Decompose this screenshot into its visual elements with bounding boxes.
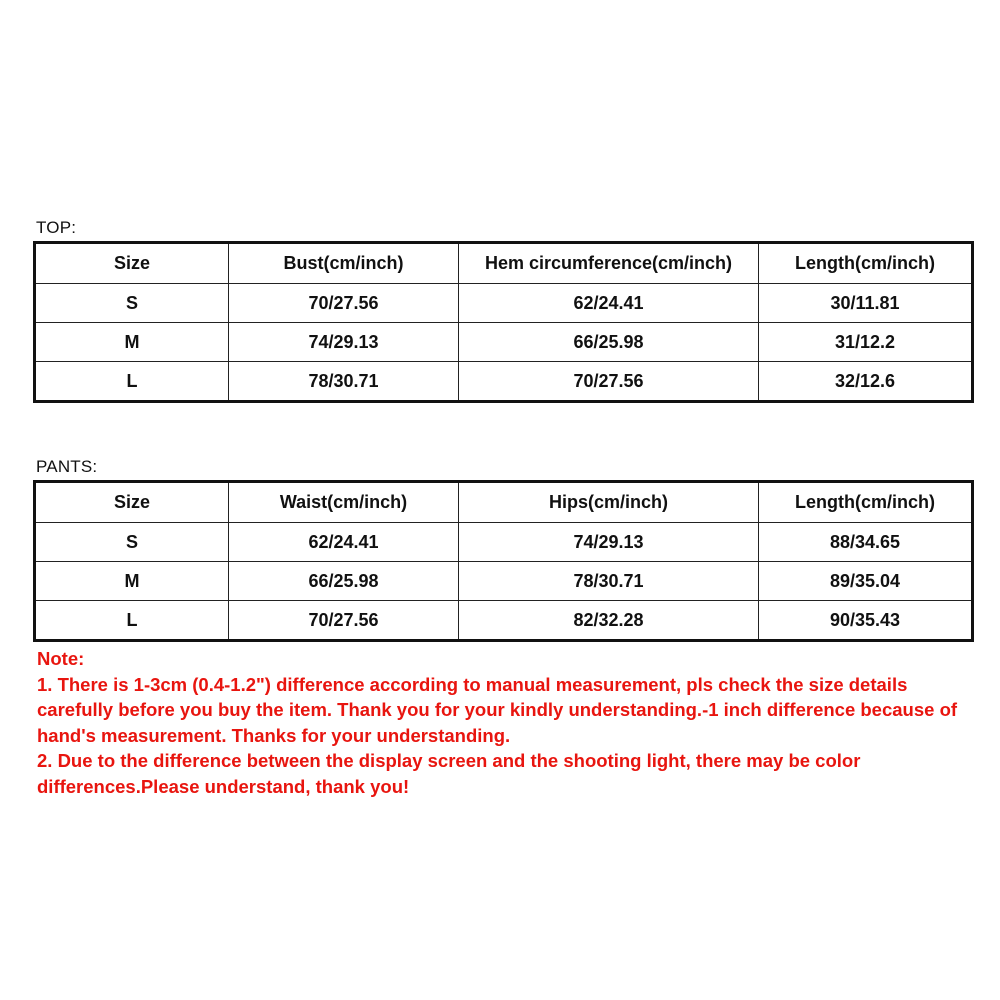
table-cell: 31/12.2 (759, 323, 973, 362)
header-cell: Hem circumference(cm/inch) (459, 243, 759, 284)
table-row (35, 523, 973, 562)
table-cell: L (35, 362, 229, 402)
table-cell: 70/27.56 (229, 601, 459, 641)
table-cell: 66/25.98 (229, 562, 459, 601)
table-cell: 62/24.41 (459, 284, 759, 323)
table-cell: 70/27.56 (459, 362, 759, 402)
table-header-row (35, 482, 973, 523)
note-line-1: 1. There is 1-3cm (0.4-1.2") difference according to manual measurement, pls check the size details carefully before you buy the item. Thank you for your kindly understanding.-1 inch difference because of hand's measurement. Thanks for your understanding. (37, 673, 958, 746)
table-cell: 88/34.65 (759, 523, 973, 562)
table-cell: M (35, 562, 229, 601)
table-cell: S (35, 523, 229, 562)
note-title: Note: (37, 648, 85, 669)
table-row (35, 362, 973, 402)
table-row (35, 601, 973, 641)
note-line-2: 2. Due to the difference between the display screen and the shooting light, there may be color differences.Please understand, thank you! (37, 750, 861, 797)
header-cell: Length(cm/inch) (759, 482, 973, 523)
table-cell: 74/29.13 (459, 523, 759, 562)
table-cell: 78/30.71 (229, 362, 459, 402)
table-cell: L (35, 601, 229, 641)
header-cell: Waist(cm/inch) (229, 482, 459, 523)
table-row (35, 562, 973, 601)
table-cell: S (35, 284, 229, 323)
table-cell: 78/30.71 (459, 562, 759, 601)
table-header-row (35, 243, 973, 284)
header-cell: Size (35, 482, 229, 523)
table-cell: 82/32.28 (459, 601, 759, 641)
table-row (35, 323, 973, 362)
table-cell: 30/11.81 (759, 284, 973, 323)
top-section-label: TOP: (36, 218, 77, 237)
top-size-table (33, 241, 974, 403)
table-row (35, 284, 973, 323)
header-cell: Size (35, 243, 229, 284)
header-cell: Bust(cm/inch) (229, 243, 459, 284)
table-cell: M (35, 323, 229, 362)
header-cell: Length(cm/inch) (759, 243, 973, 284)
pants-size-table (33, 480, 974, 642)
table-cell: 89/35.04 (759, 562, 973, 601)
measurement-note (37, 646, 967, 799)
table-cell: 62/24.41 (229, 523, 459, 562)
pants-section-label: PANTS: (36, 457, 98, 476)
table-cell: 90/35.43 (759, 601, 973, 641)
table-cell: 74/29.13 (229, 323, 459, 362)
table-cell: 66/25.98 (459, 323, 759, 362)
table-cell: 32/12.6 (759, 362, 973, 402)
table-cell: 70/27.56 (229, 284, 459, 323)
header-cell: Hips(cm/inch) (459, 482, 759, 523)
